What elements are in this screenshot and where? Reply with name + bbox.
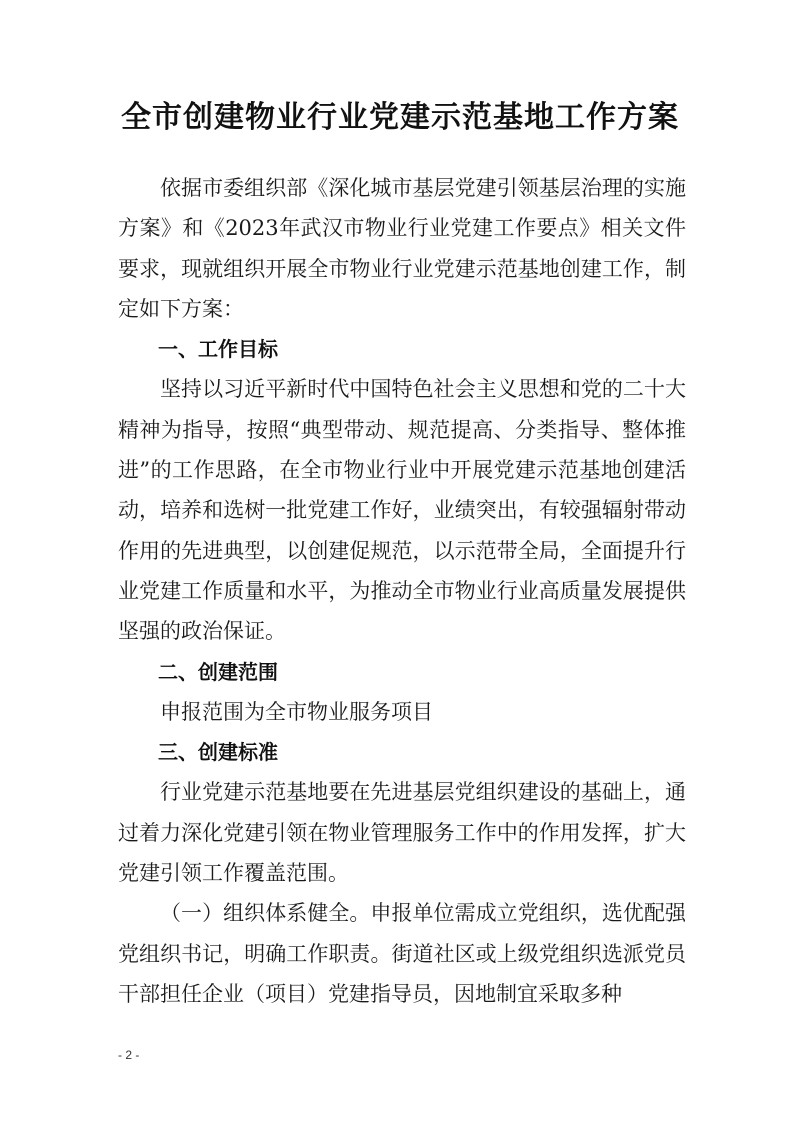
standards-paragraph: 行业党建示范基地要在先进基层党组织建设的基础上，通过着力深化党建引领在物业管理服务工作中的作用发挥，扩大党建引领工作覆盖范围。	[118, 780, 686, 886]
standards-item-1: （一）组织体系健全。申报单位需成立党组织，选优配强党组织书记，明确工作职责。街道社区或上级党组织选派党员干部担任企业（项目）党建指导员，因地制宜采取多种	[118, 901, 686, 1006]
document-title: 全市创建物业行业党建示范基地工作方案	[121, 100, 679, 135]
document-body	[118, 168, 686, 1014]
section-heading-standards: 三、创建标准	[158, 740, 278, 765]
scope-paragraph: 申报范围为全市物业服务项目	[160, 699, 433, 724]
page-number: - 2 -	[118, 1048, 140, 1062]
section-heading-scope: 二、创建范围	[158, 659, 278, 684]
goals-paragraph: 坚持以习近平新时代中国特色社会主义思想和党的二十大精神为指导，按照“典型带动、规范提高、分类指导、整体推进”的工作思路，在全市物业行业中开展党建示范基地创建活动，培养和选树一批党建工作好，业绩突出，有较强辐射带动作用的先进典型，以创建促规范，以示范带全局，全面提升行业党建工作质量和水平，为推动全市物业行业高质量发展提供坚强的政治保证。	[118, 377, 686, 644]
section-heading-goals: 一、工作目标	[158, 337, 278, 362]
intro-paragraph: 依据市委组织部《深化城市基层党建引领基层治理的实施方案》和《2023年武汉市物业行业党建工作要点》相关文件要求，现就组织开展全市物业行业党建示范基地创建工作，制定如下方案：	[118, 176, 686, 321]
